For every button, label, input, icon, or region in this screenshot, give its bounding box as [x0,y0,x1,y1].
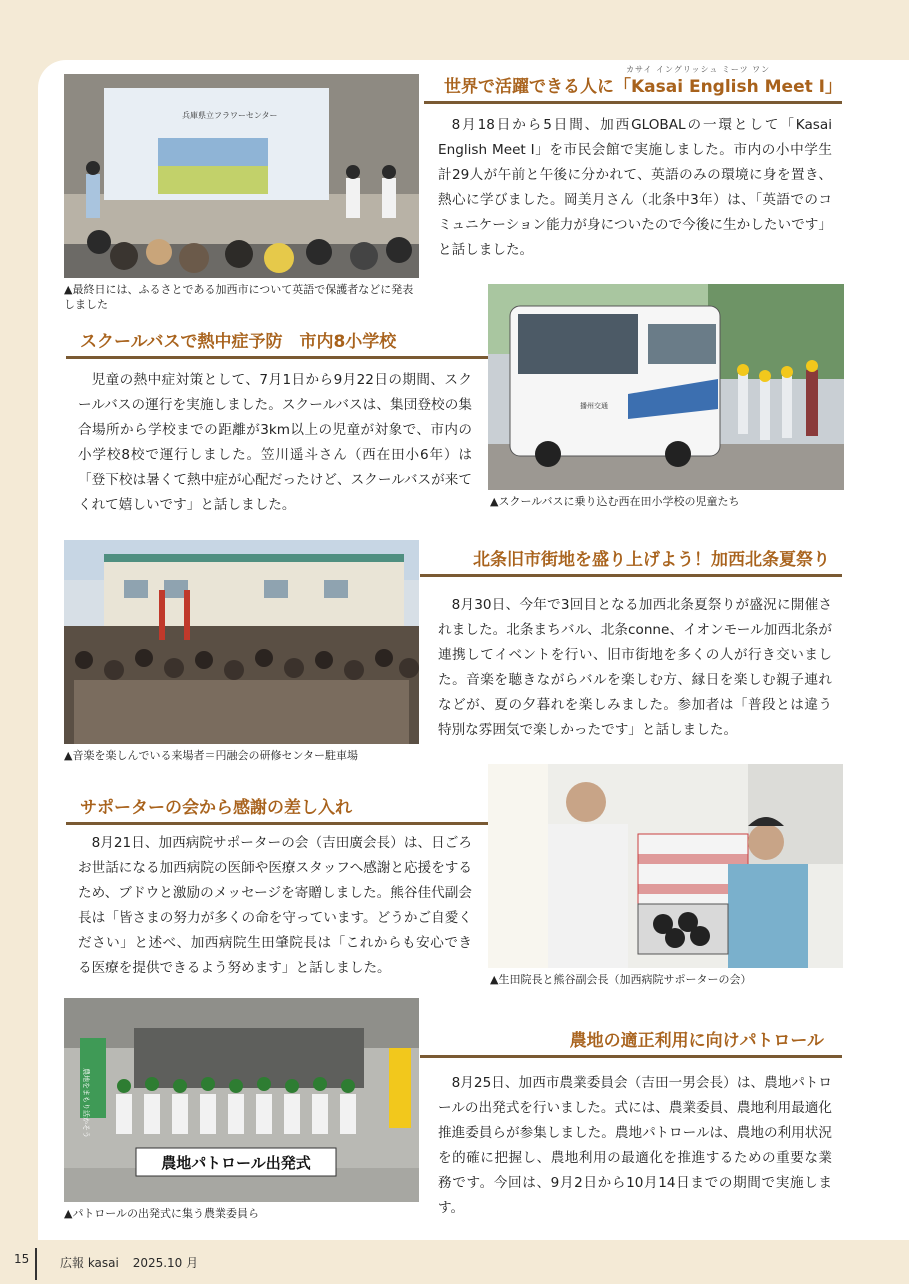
page-number: 15 [14,1252,30,1266]
festival-section-title: 北条旧市街地を盛り上げよう！加西北条夏祭り [420,545,842,577]
english-section-title: 世界で活躍できる人に「Kasai English Meet Ⅰ」 [424,72,842,104]
festival-section-body: 8月30日、今年で3回目となる加西北条夏祭りが盛況に開催されました。北条まちバル、北条conne、イオンモール加西北条が連携してイベントを行い、旧市街地を多くの人が行き交いました。音楽を聴きながらバルを楽しむ方、縁日を楽しむ親子連れなどが、夏の夕暮れを楽しみました。参加者は「普段とは違う特別な雰囲気で楽しかったです」と話しました。 [438,597,832,738]
patrol-section-title: 農地の適正利用に向けパトロール [420,1026,842,1058]
footer-publication [60,1254,198,1271]
english-section-body: 8月18日から5日間、加西GLOBALの一環として「Kasai English Meet Ⅰ」を市民会館で実施しました。市内の小中学生計29人が午前と午後に分かれて、英語のみの環境に身を置き、熱心に学びました。岡美月さん（北条中3年）は、「英語でのコミュニケーション能力が身についたので今後に生かしたいです」と話しました。 [438,117,832,258]
supporter-section-title: サポーターの会から感謝の差し入れ [66,793,488,825]
patrol-flag-text: 農地をまもり活かそう [82,1068,90,1138]
bus-section-title: スクールバスで熱中症予防 市内8小学校 [66,327,488,359]
english-event-photo [64,74,419,278]
footer-divider [35,1248,37,1280]
supporter-photo-caption: ▲生田院長と熊谷副会長（加西病院サポーターの会） [490,973,752,986]
school-bus-photo [488,284,844,490]
bus-label: 播州交通 [580,402,608,410]
bus-section-body: 児童の熱中症対策として、7月1日から9月22日の期間、スクールバスの運行を実施しました。スクールバスは、集団登校の集合場所から学校までの距離が3km以上の児童が対象で、市内の小学校8校で運行しました。笠川遥斗さん（西在田小6年）は「登下校は暑くて熱中症が心配だったけど、スクールバスが来てくれて嬉しいです」と話しました。 [78,372,472,513]
patrol-photo-caption: ▲パトロールの出発式に集う農業委員ら [64,1207,260,1220]
slide-text: 兵庫県立フラワーセンター [182,111,278,120]
english-photo-caption: ▲最終日には、ふるさとである加西市について英語で保護者などに発表しました [64,283,414,311]
festival-photo [64,540,419,744]
english-title-ruby: カサイ イングリッシュ ミーツ ワン [626,65,771,74]
supporter-photo [488,764,843,968]
bus-photo-caption: ▲スクールバスに乗り込む西在田小学校の児童たち [490,495,740,508]
publication-name: 広報 kasai [60,1256,119,1270]
issue-date: 2025.10 月 [132,1256,199,1270]
patrol-photo [64,998,419,1202]
festival-photo-caption: ▲音楽を楽しんでいる来場者＝円融会の研修センター駐車場 [64,749,359,762]
patrol-banner-text: 農地パトロール出発式 [161,1154,311,1172]
supporter-section-body: 8月21日、加西病院サポーターの会（吉田廣会長）は、日ごろお世話になる加西病院の医師や医療スタッフへ感謝と応援をするため、ブドウと激励のメッセージを寄贈しました。熊谷佳代副会長は「皆さまの努力が多くの命を守っています。どうかご自愛ください」と述べ、加西病院生田肇院長は「これからも安心できる医療を提供できるよう努めます」と話しました。 [78,835,472,976]
patrol-section-body: 8月25日、加西市農業委員会（吉田一男会長）は、農地パトロールの出発式を行いました。式には、農業委員、農地利用最適化推進委員らが参集しました。農地パトロールは、農地の利用状況を的確に把握し、農地利用の最適化を推進するための重要な業務です。今回は、9月2日から10月14日までの期間で実施します。 [438,1075,832,1216]
